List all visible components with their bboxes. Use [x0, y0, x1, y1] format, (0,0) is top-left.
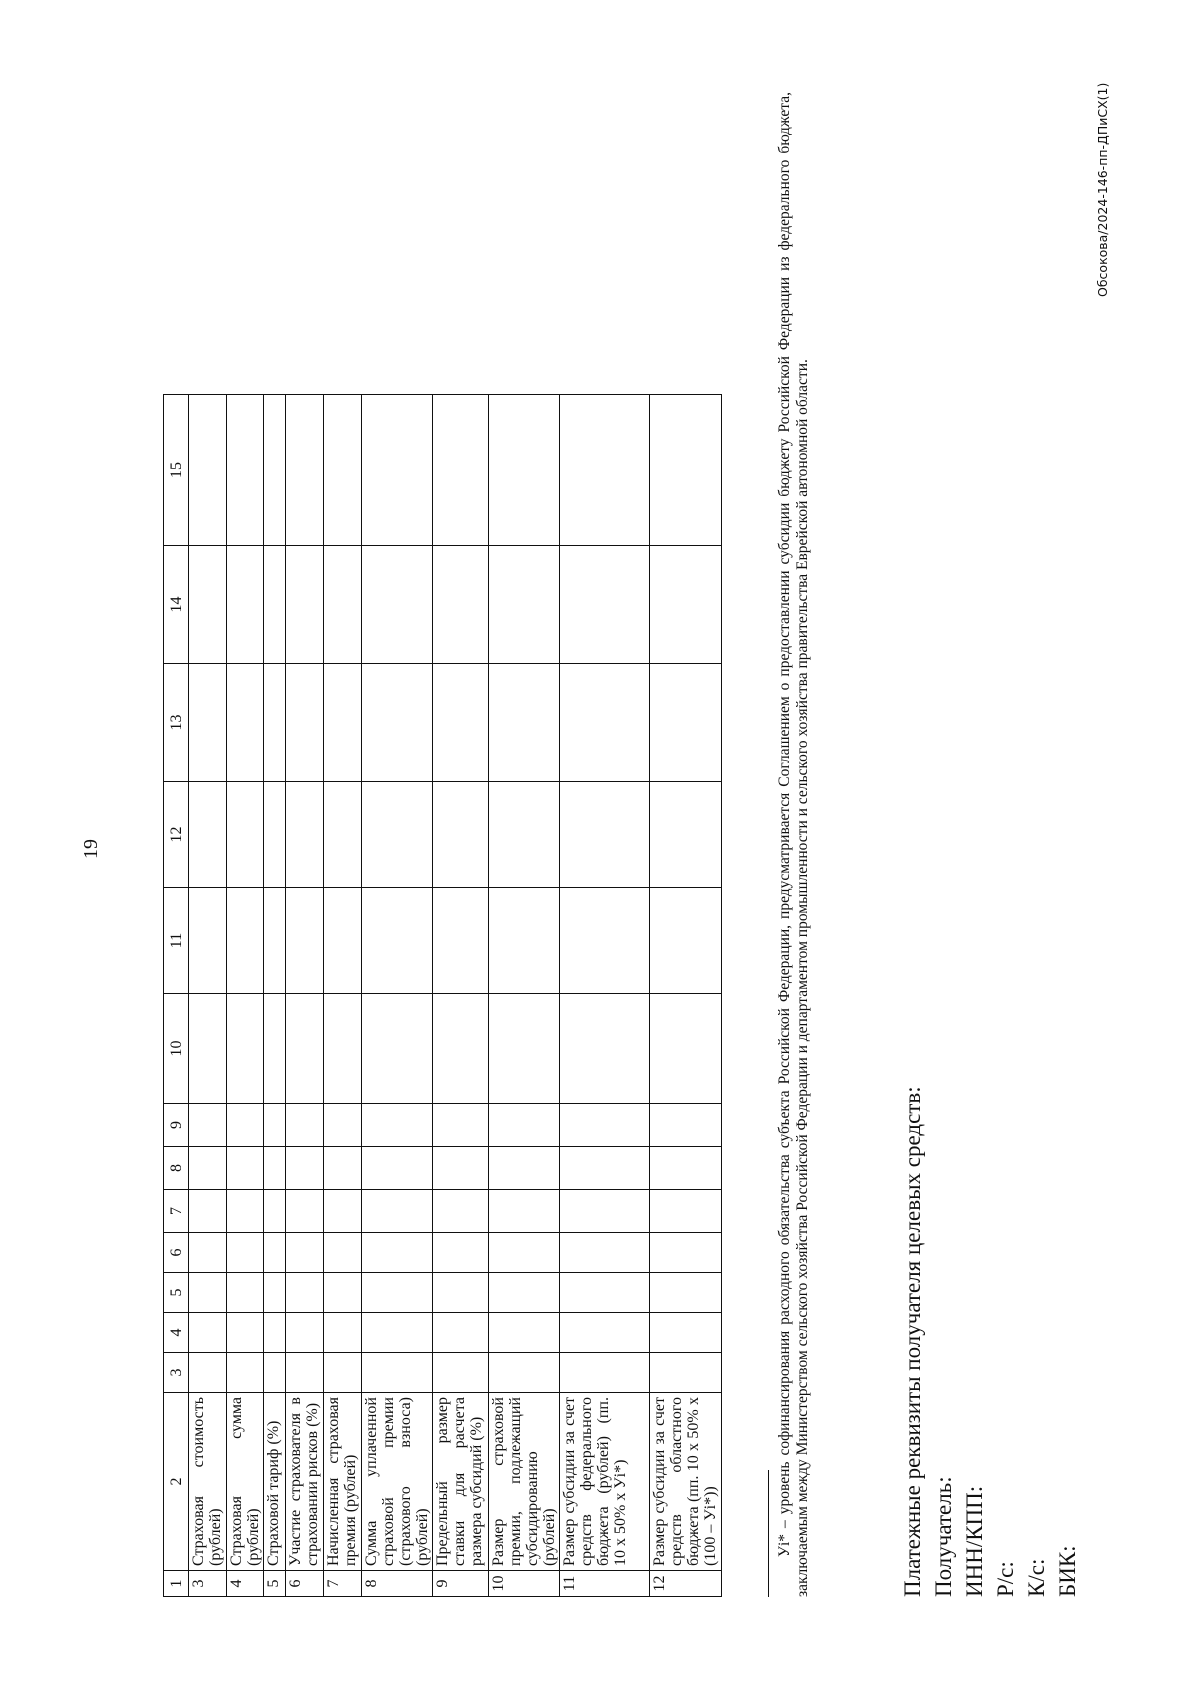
empty-cell: [650, 1233, 722, 1273]
row-label: Размер субсидии за счет средств областного бюджета (пп. 10 x 50% x (100 – Уi*)): [650, 1393, 722, 1571]
empty-cell: [189, 395, 227, 546]
table-row: [489, 395, 560, 1597]
empty-cell: [489, 1313, 560, 1353]
empty-cell: [362, 1353, 433, 1393]
column-header: 12: [164, 782, 189, 888]
empty-cell: [286, 1313, 324, 1353]
table-row: [264, 395, 286, 1597]
column-header: 5: [164, 1273, 189, 1313]
column-header: 10: [164, 994, 189, 1104]
empty-cell: [286, 1104, 324, 1147]
empty-cell: [433, 1353, 489, 1393]
table-row: [324, 395, 362, 1597]
empty-cell: [650, 1313, 722, 1353]
column-header: 8: [164, 1147, 189, 1190]
requisite-inn-kpp: ИНН/КПП:: [962, 1485, 987, 1597]
document-code: Обсокова/2024-146-пп-ДПиСХ(1): [1095, 82, 1110, 297]
empty-cell: [227, 1353, 264, 1393]
empty-cell: [362, 395, 433, 546]
empty-cell: [650, 664, 722, 782]
empty-cell: [560, 782, 650, 888]
row-label: Размер субсидии за счет средств федерального бюджета (рублей) (пп. 10 x 50% x Уi*): [560, 1393, 650, 1571]
empty-cell: [433, 664, 489, 782]
empty-cell: [650, 782, 722, 888]
empty-cell: [433, 888, 489, 994]
empty-cell: [433, 1233, 489, 1273]
empty-cell: [560, 1190, 650, 1233]
requisite-corr-account: К/с:: [1024, 1558, 1049, 1597]
empty-cell: [286, 546, 324, 664]
empty-cell: [650, 1273, 722, 1313]
empty-cell: [189, 994, 227, 1104]
empty-cell: [227, 1190, 264, 1233]
empty-cell: [362, 888, 433, 994]
empty-cell: [189, 1233, 227, 1273]
empty-cell: [286, 994, 324, 1104]
empty-cell: [227, 1233, 264, 1273]
empty-cell: [264, 546, 286, 664]
empty-cell: [433, 994, 489, 1104]
empty-cell: [489, 395, 560, 546]
row-label: Размер страховой премии, подлежащий субсидированию (рублей): [489, 1393, 560, 1571]
empty-cell: [286, 782, 324, 888]
empty-cell: [560, 1147, 650, 1190]
table-header-row: [164, 395, 189, 1597]
column-header: 11: [164, 888, 189, 994]
empty-cell: [650, 546, 722, 664]
row-label: Предельный размер ставки для расчета размера субсидий (%): [433, 1393, 489, 1571]
empty-cell: [264, 888, 286, 994]
empty-cell: [362, 1104, 433, 1147]
empty-cell: [264, 1104, 286, 1147]
empty-cell: [560, 888, 650, 994]
row-number: 10: [489, 1571, 560, 1597]
insurance-subsidy-table: [163, 394, 722, 1597]
column-header: 9: [164, 1104, 189, 1147]
empty-cell: [189, 1353, 227, 1393]
empty-cell: [489, 994, 560, 1104]
empty-cell: [286, 395, 324, 546]
empty-cell: [324, 1273, 362, 1313]
row-number: 6: [286, 1571, 324, 1597]
empty-cell: [264, 1273, 286, 1313]
empty-cell: [189, 1313, 227, 1353]
empty-cell: [264, 1353, 286, 1393]
row-label: Сумма уплаченной страховой премии (страхового взноса) (рублей): [362, 1393, 433, 1571]
column-header: 1: [164, 1571, 189, 1597]
payment-requisites: [897, 1086, 1083, 1597]
empty-cell: [489, 1147, 560, 1190]
empty-cell: [264, 1147, 286, 1190]
empty-cell: [433, 1273, 489, 1313]
empty-cell: [650, 1147, 722, 1190]
empty-cell: [489, 546, 560, 664]
empty-cell: [362, 1147, 433, 1190]
table-row: [650, 395, 722, 1597]
empty-cell: [433, 1147, 489, 1190]
requisite-account: Р/с:: [993, 1561, 1018, 1597]
empty-cell: [650, 888, 722, 994]
footnote-text: Уi* – уровень софинансирования расходного обязательства субъекта Российской Федерации, предусматривается Соглашением о предоставлении субсидии бюджету Российской Федерации из федерального бюджета, заключаемым между Министерством сельского хозяйства Российской Федерации и департаментом промышленности и сельского хозяйства правительства Еврейской автономной области.: [776, 92, 811, 1597]
empty-cell: [560, 1313, 650, 1353]
empty-cell: [324, 1353, 362, 1393]
table-row: [286, 395, 324, 1597]
empty-cell: [560, 1104, 650, 1147]
row-number: 11: [560, 1571, 650, 1597]
row-label: Страховая стоимость (рублей): [189, 1393, 227, 1571]
empty-cell: [189, 1273, 227, 1313]
requisites-title: Платежные реквизиты получателя целевых средств:: [900, 1086, 925, 1597]
empty-cell: [189, 888, 227, 994]
empty-cell: [433, 782, 489, 888]
empty-cell: [433, 1190, 489, 1233]
empty-cell: [489, 1353, 560, 1393]
empty-cell: [227, 664, 264, 782]
empty-cell: [189, 664, 227, 782]
empty-cell: [324, 1104, 362, 1147]
column-header: 2: [164, 1393, 189, 1571]
empty-cell: [286, 664, 324, 782]
empty-cell: [433, 395, 489, 546]
empty-cell: [650, 1353, 722, 1393]
empty-cell: [560, 664, 650, 782]
empty-cell: [650, 395, 722, 546]
row-number: 4: [227, 1571, 264, 1597]
column-header: 15: [164, 395, 189, 546]
empty-cell: [489, 664, 560, 782]
empty-cell: [286, 1147, 324, 1190]
empty-cell: [324, 546, 362, 664]
empty-cell: [650, 1190, 722, 1233]
row-label: Начисленная страховая премия (рублей): [324, 1393, 362, 1571]
empty-cell: [362, 1190, 433, 1233]
empty-cell: [362, 994, 433, 1104]
empty-cell: [286, 1273, 324, 1313]
empty-cell: [227, 888, 264, 994]
empty-cell: [324, 1233, 362, 1273]
empty-cell: [362, 546, 433, 664]
empty-cell: [324, 1313, 362, 1353]
empty-cell: [560, 1233, 650, 1273]
empty-cell: [264, 1233, 286, 1273]
table-row: [189, 395, 227, 1597]
empty-cell: [189, 1190, 227, 1233]
empty-cell: [489, 1190, 560, 1233]
empty-cell: [264, 395, 286, 546]
empty-cell: [264, 994, 286, 1104]
footnote: [776, 92, 812, 1597]
empty-cell: [324, 664, 362, 782]
empty-cell: [433, 546, 489, 664]
empty-cell: [286, 1353, 324, 1393]
empty-cell: [227, 546, 264, 664]
empty-cell: [286, 1190, 324, 1233]
empty-cell: [560, 994, 650, 1104]
empty-cell: [560, 1273, 650, 1313]
empty-cell: [324, 994, 362, 1104]
empty-cell: [227, 1147, 264, 1190]
empty-cell: [560, 546, 650, 664]
empty-cell: [650, 1104, 722, 1147]
footnote-separator: [768, 1470, 769, 1597]
empty-cell: [189, 1147, 227, 1190]
column-header: 13: [164, 664, 189, 782]
column-header: 4: [164, 1313, 189, 1353]
column-header: 14: [164, 546, 189, 664]
row-label: Страховой тариф (%): [264, 1393, 286, 1571]
empty-cell: [227, 1104, 264, 1147]
empty-cell: [362, 1233, 433, 1273]
empty-cell: [286, 888, 324, 994]
empty-cell: [560, 395, 650, 546]
empty-cell: [227, 395, 264, 546]
empty-cell: [264, 782, 286, 888]
row-number: 12: [650, 1571, 722, 1597]
row-label: Участие страхователя в страховании рисков (%): [286, 1393, 324, 1571]
empty-cell: [189, 546, 227, 664]
empty-cell: [433, 1104, 489, 1147]
table-row: [362, 395, 433, 1597]
empty-cell: [324, 1147, 362, 1190]
empty-cell: [264, 1313, 286, 1353]
empty-cell: [650, 994, 722, 1104]
empty-cell: [560, 1353, 650, 1393]
row-number: 5: [264, 1571, 286, 1597]
row-number: 9: [433, 1571, 489, 1597]
row-label: Страховая сумма (рублей): [227, 1393, 264, 1571]
requisite-recipient: Получатель:: [931, 1476, 956, 1597]
empty-cell: [227, 994, 264, 1104]
column-header: 6: [164, 1233, 189, 1273]
column-header: 7: [164, 1190, 189, 1233]
empty-cell: [489, 1233, 560, 1273]
empty-cell: [324, 1190, 362, 1233]
table-row: [560, 395, 650, 1597]
empty-cell: [433, 1313, 489, 1353]
empty-cell: [362, 1273, 433, 1313]
empty-cell: [324, 888, 362, 994]
empty-cell: [489, 888, 560, 994]
empty-cell: [227, 1273, 264, 1313]
empty-cell: [189, 782, 227, 888]
empty-cell: [324, 395, 362, 546]
empty-cell: [264, 1190, 286, 1233]
requisite-bik: БИК:: [1055, 1545, 1080, 1597]
form-table-wrapper: [163, 394, 722, 1597]
empty-cell: [489, 1273, 560, 1313]
table-row: [433, 395, 489, 1597]
empty-cell: [362, 1313, 433, 1353]
empty-cell: [362, 782, 433, 888]
empty-cell: [189, 1104, 227, 1147]
row-number: 3: [189, 1571, 227, 1597]
empty-cell: [324, 782, 362, 888]
empty-cell: [489, 1104, 560, 1147]
empty-cell: [227, 1313, 264, 1353]
row-number: 8: [362, 1571, 433, 1597]
empty-cell: [489, 782, 560, 888]
table-row: [227, 395, 264, 1597]
empty-cell: [227, 782, 264, 888]
page-number: 19: [80, 839, 102, 859]
empty-cell: [286, 1233, 324, 1273]
empty-cell: [362, 664, 433, 782]
column-header: 3: [164, 1353, 189, 1393]
empty-cell: [264, 664, 286, 782]
row-number: 7: [324, 1571, 362, 1597]
